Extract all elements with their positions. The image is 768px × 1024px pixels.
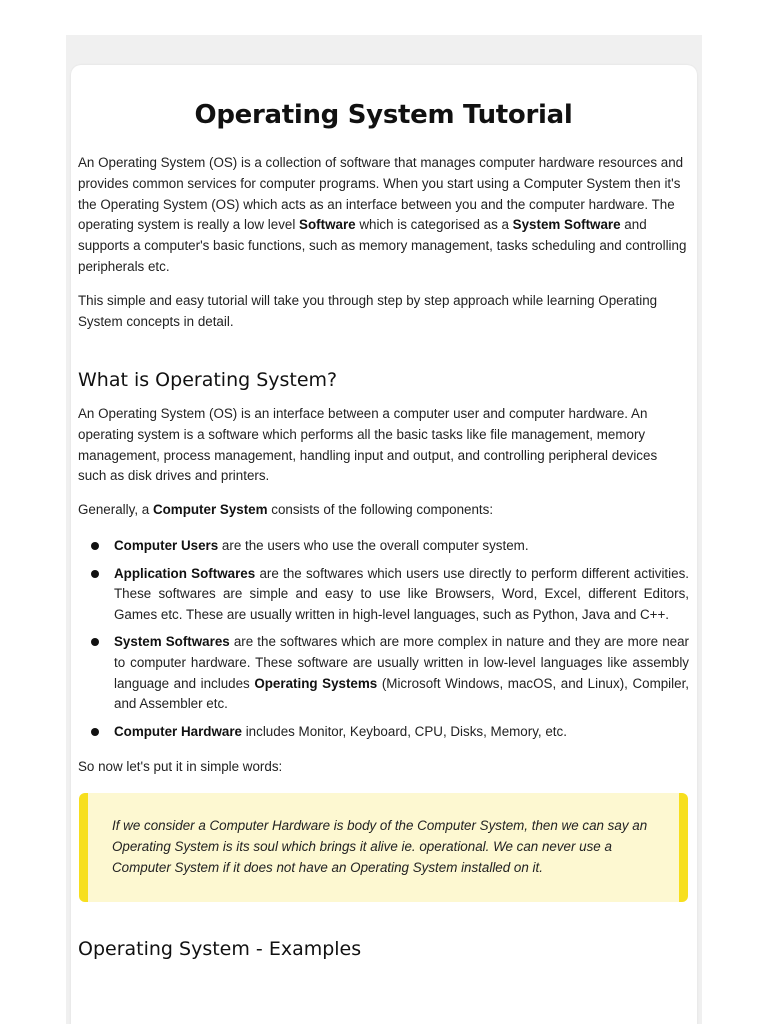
components-intro: Generally, a Computer System consists of the following components: <box>78 502 494 517</box>
system-software-term: System Software <box>512 217 621 233</box>
section-heading-what-is-os: What is Operating System? <box>78 369 338 391</box>
bullet-icon <box>91 638 99 646</box>
bullet-icon <box>91 570 99 578</box>
intro-paragraph: An Operating System (OS) is a collection of software that manages computer hardware resources and provides common services for computer programs. When you start using a Computer System then it's the Operating System (OS) which acts as an interface between you and the computer hardware. The operating system is really a low level Software which is categorised as a System Software and supports a computer's basic functions, such as memory management, tasks scheduling and controlling peripherals etc. <box>78 155 687 274</box>
definition-paragraph: An Operating System (OS) is an interface between a computer user and computer hardware. An operating system is a software which performs all the basic tasks like file management, memory management, process management, handling input and output, and controlling peripheral devices such as disk drives and printers. <box>78 406 658 484</box>
page-background <box>66 35 702 1024</box>
list-item: Application Softwares are the softwares which users use directly to perform different activities. These softwares are simple and easy to use like Browsers, Word, Excel, different Editors, Games etc. These are usually written in high-level languages, such as Python, Java and C++. <box>78 564 689 626</box>
list-item: System Softwares are the softwares which are more complex in nature and they are more near to computer hardware. These software are usually written in low-level languages like assembly language and includes Operating Systems (Microsoft Windows, macOS, and Linux), Compiler, and Assembler etc. <box>78 632 689 714</box>
highlight-note <box>79 793 688 902</box>
list-item: Computer Users are the users who use the overall computer system. <box>78 536 689 557</box>
simple-words-paragraph: So now let's put it in simple words: <box>78 759 283 774</box>
computer-system-term: Computer System <box>152 502 268 517</box>
bullet-icon <box>91 542 99 550</box>
article-card <box>71 65 697 1024</box>
tutorial-paragraph: This simple and easy tutorial will take you through step by step approach while learning Operating System concepts in detail. <box>78 293 658 329</box>
components-list <box>78 536 689 742</box>
list-item: Computer Hardware includes Monitor, Keyboard, CPU, Disks, Memory, etc. <box>78 722 689 743</box>
bullet-icon <box>91 728 99 736</box>
page-title: Operating System Tutorial <box>194 100 573 130</box>
software-term: Software <box>299 217 356 233</box>
section-heading-examples: Operating System - Examples <box>78 938 362 960</box>
note-text: If we consider a Computer Hardware is body of the Computer System, then we can say an Operating System is its soul which brings it alive ie. operational. We can never use a Computer System if it does not have an Operating System installed on it. <box>112 818 648 875</box>
